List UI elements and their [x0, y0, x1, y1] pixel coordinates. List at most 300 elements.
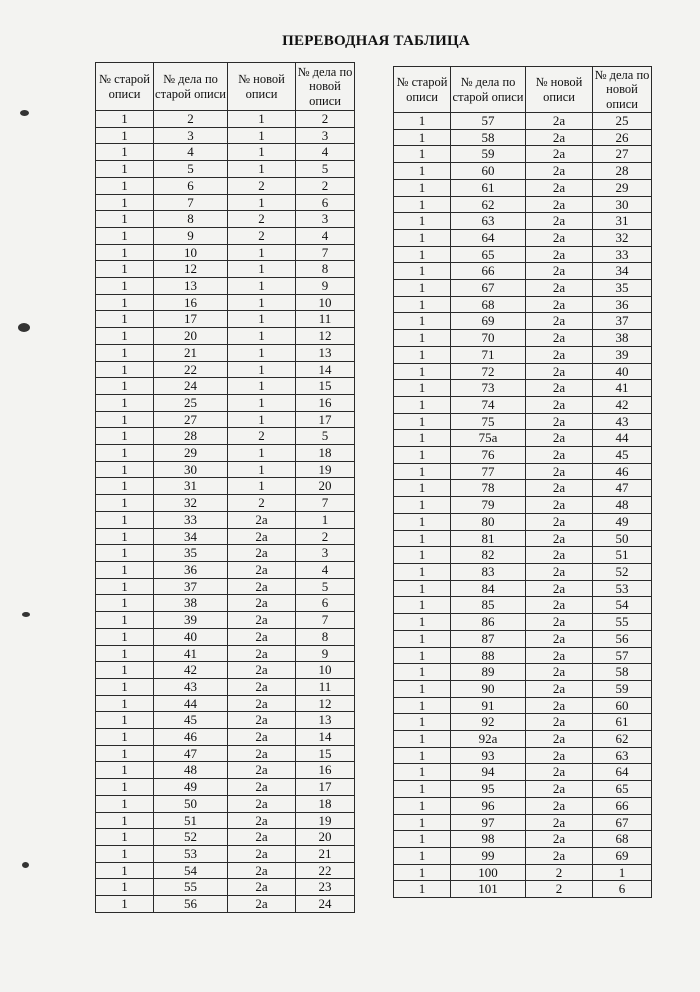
table-cell: 1	[96, 378, 154, 395]
table-row	[96, 561, 355, 578]
table-row	[394, 430, 652, 447]
table-cell: 2а	[526, 396, 593, 413]
table-cell: 1	[96, 311, 154, 328]
table-cell: 2а	[526, 179, 593, 196]
table-cell: 2а	[228, 762, 296, 779]
table-cell: 1	[394, 179, 451, 196]
table-cell: 5	[296, 578, 355, 595]
table-row	[394, 680, 652, 697]
table-cell: 19	[296, 461, 355, 478]
table-cell: 23	[296, 879, 355, 896]
table-cell: 2а	[526, 313, 593, 330]
table-cell: 60	[451, 163, 526, 180]
table-row	[96, 511, 355, 528]
table-cell: 1	[96, 344, 154, 361]
table-cell: 47	[154, 745, 228, 762]
table-row	[96, 311, 355, 328]
table-row	[394, 797, 652, 814]
table-cell: 1	[96, 294, 154, 311]
table-cell: 101	[451, 881, 526, 898]
table-cell: 5	[154, 161, 228, 178]
table-cell: 1	[96, 428, 154, 445]
table-cell: 22	[296, 862, 355, 879]
table-cell: 62	[451, 196, 526, 213]
table-cell: 1	[96, 845, 154, 862]
table-row	[394, 196, 652, 213]
table-row	[394, 213, 652, 230]
table-cell: 85	[451, 597, 526, 614]
table-cell: 1	[394, 396, 451, 413]
table-cell: 24	[296, 896, 355, 913]
table-row	[96, 111, 355, 128]
table-cell: 1	[96, 127, 154, 144]
table-cell: 1	[394, 229, 451, 246]
table-row	[394, 647, 652, 664]
table-cell: 71	[451, 346, 526, 363]
table-cell: 7	[154, 194, 228, 211]
punch-hole-mark	[20, 110, 29, 116]
table-row	[96, 645, 355, 662]
page-title: ПЕРЕВОДНАЯ ТАБЛИЦА	[282, 33, 470, 49]
punch-hole-mark	[22, 862, 29, 868]
table-cell: 1	[96, 762, 154, 779]
table-cell: 16	[296, 394, 355, 411]
table-cell: 25	[154, 394, 228, 411]
table-cell: 67	[451, 280, 526, 297]
table-cell: 92	[451, 714, 526, 731]
table-row	[394, 246, 652, 263]
table-cell: 31	[593, 213, 652, 230]
table-row	[96, 227, 355, 244]
table-cell: 13	[296, 712, 355, 729]
table-row	[394, 463, 652, 480]
table-cell: 67	[593, 814, 652, 831]
table-cell: 1	[394, 447, 451, 464]
table-cell: 12	[154, 261, 228, 278]
table-cell: 1	[96, 729, 154, 746]
table-cell: 1	[394, 346, 451, 363]
table-header-row	[96, 63, 355, 111]
table-cell: 68	[593, 831, 652, 848]
table-row	[96, 495, 355, 512]
table-cell: 1	[228, 127, 296, 144]
table-row	[96, 845, 355, 862]
punch-hole-mark	[22, 612, 30, 617]
table-row	[394, 847, 652, 864]
punch-hole-mark	[18, 323, 30, 332]
table-cell: 58	[451, 129, 526, 146]
table-row	[96, 294, 355, 311]
table-cell: 30	[154, 461, 228, 478]
table-cell: 56	[593, 630, 652, 647]
table-cell: 45	[154, 712, 228, 729]
table-cell: 36	[593, 296, 652, 313]
table-cell: 1	[394, 714, 451, 731]
table-cell: 7	[296, 612, 355, 629]
table-cell: 84	[451, 580, 526, 597]
table-cell: 1	[394, 113, 451, 130]
table-row	[96, 762, 355, 779]
table-row	[394, 831, 652, 848]
table-row	[394, 447, 652, 464]
table-cell: 1	[394, 497, 451, 514]
table-cell: 78	[451, 480, 526, 497]
table-cell: 41	[154, 645, 228, 662]
table-cell: 2а	[526, 480, 593, 497]
table-cell: 1	[96, 177, 154, 194]
table-cell: 54	[593, 597, 652, 614]
table-cell: 36	[154, 561, 228, 578]
table-cell: 2а	[228, 829, 296, 846]
table-cell: 26	[593, 129, 652, 146]
table-cell: 1	[394, 196, 451, 213]
table-cell: 18	[296, 795, 355, 812]
table-cell: 10	[154, 244, 228, 261]
table-cell: 12	[296, 328, 355, 345]
table-cell: 1	[96, 578, 154, 595]
table-cell: 96	[451, 797, 526, 814]
table-cell: 2а	[228, 545, 296, 562]
table-cell: 1	[394, 430, 451, 447]
table-row	[96, 461, 355, 478]
table-cell: 93	[451, 747, 526, 764]
table-cell: 28	[593, 163, 652, 180]
table-cell: 1	[228, 111, 296, 128]
table-cell: 39	[593, 346, 652, 363]
table-cell: 43	[154, 678, 228, 695]
table-cell: 12	[296, 695, 355, 712]
table-cell: 2а	[526, 380, 593, 397]
table-cell: 35	[593, 280, 652, 297]
table-cell: 61	[593, 714, 652, 731]
table-cell: 2а	[228, 862, 296, 879]
table-cell: 1	[593, 864, 652, 881]
table-cell: 1	[296, 511, 355, 528]
table-row	[96, 695, 355, 712]
table-cell: 63	[451, 213, 526, 230]
column-header: № новой описи	[526, 67, 593, 113]
table-cell: 31	[154, 478, 228, 495]
table-cell: 1	[96, 545, 154, 562]
table-cell: 34	[154, 528, 228, 545]
column-header: № старой описи	[96, 63, 154, 111]
table-row	[96, 344, 355, 361]
table-cell: 1	[394, 881, 451, 898]
table-row	[394, 129, 652, 146]
table-cell: 2а	[526, 330, 593, 347]
table-cell: 2а	[228, 612, 296, 629]
table-cell: 32	[593, 229, 652, 246]
table-cell: 46	[593, 463, 652, 480]
table-cell: 11	[296, 678, 355, 695]
table-cell: 1	[394, 380, 451, 397]
table-cell: 2а	[526, 280, 593, 297]
table-cell: 65	[451, 246, 526, 263]
table-cell: 20	[296, 478, 355, 495]
table-row	[394, 563, 652, 580]
table-cell: 29	[154, 445, 228, 462]
table-cell: 1	[228, 394, 296, 411]
table-cell: 1	[394, 246, 451, 263]
table-row	[96, 378, 355, 395]
table-cell: 1	[394, 463, 451, 480]
table-row	[96, 862, 355, 879]
table-cell: 17	[296, 411, 355, 428]
table-cell: 77	[451, 463, 526, 480]
table-row	[394, 163, 652, 180]
table-cell: 13	[296, 344, 355, 361]
table-row	[394, 179, 652, 196]
table-cell: 2а	[228, 528, 296, 545]
table-cell: 32	[154, 495, 228, 512]
table-cell: 65	[593, 781, 652, 798]
table-cell: 30	[593, 196, 652, 213]
table-row	[96, 144, 355, 161]
table-cell: 3	[296, 545, 355, 562]
table-cell: 1	[228, 261, 296, 278]
table-cell: 1	[228, 194, 296, 211]
table-cell: 29	[593, 179, 652, 196]
table-cell: 1	[96, 812, 154, 829]
table-cell: 1	[228, 311, 296, 328]
table-row	[96, 745, 355, 762]
table-cell: 47	[593, 480, 652, 497]
table-cell: 1	[96, 612, 154, 629]
table-cell: 1	[96, 411, 154, 428]
table-cell: 1	[394, 563, 451, 580]
table-row	[394, 330, 652, 347]
table-row	[96, 361, 355, 378]
table-cell: 40	[154, 628, 228, 645]
table-cell: 98	[451, 831, 526, 848]
table-cell: 1	[228, 161, 296, 178]
table-cell: 2а	[228, 712, 296, 729]
conversion-table-left	[95, 62, 355, 913]
table-cell: 33	[593, 246, 652, 263]
column-header: № дела по старой описи	[451, 67, 526, 113]
table-cell: 54	[154, 862, 228, 879]
table-cell: 41	[593, 380, 652, 397]
table-cell: 2а	[526, 580, 593, 597]
table-cell: 2а	[228, 578, 296, 595]
column-header: № дела по новой описи	[296, 63, 355, 111]
table-cell: 73	[451, 380, 526, 397]
table-cell: 1	[96, 795, 154, 812]
table-cell: 2а	[526, 196, 593, 213]
table-row	[96, 177, 355, 194]
table-cell: 2а	[526, 113, 593, 130]
table-row	[96, 595, 355, 612]
table-cell: 2а	[526, 614, 593, 631]
table-cell: 2а	[526, 530, 593, 547]
table-cell: 2а	[526, 797, 593, 814]
table-row	[96, 795, 355, 812]
table-cell: 42	[154, 662, 228, 679]
table-row	[394, 580, 652, 597]
table-row	[96, 261, 355, 278]
table-cell: 2а	[228, 628, 296, 645]
table-cell: 1	[394, 413, 451, 430]
table-cell: 75	[451, 413, 526, 430]
table-cell: 2а	[526, 697, 593, 714]
table-row	[96, 445, 355, 462]
table-row	[96, 896, 355, 913]
table-row	[96, 127, 355, 144]
table-cell: 2а	[228, 678, 296, 695]
table-cell: 48	[154, 762, 228, 779]
table-row	[96, 578, 355, 595]
table-cell: 2	[228, 428, 296, 445]
table-cell: 2а	[526, 430, 593, 447]
table-cell: 62	[593, 731, 652, 748]
table-cell: 1	[228, 378, 296, 395]
table-cell: 90	[451, 680, 526, 697]
table-cell: 4	[154, 144, 228, 161]
table-cell: 37	[154, 578, 228, 595]
table-cell: 1	[96, 495, 154, 512]
table-row	[394, 547, 652, 564]
table-row	[394, 380, 652, 397]
table-cell: 1	[394, 146, 451, 163]
table-cell: 6	[593, 881, 652, 898]
table-cell: 1	[96, 896, 154, 913]
table-cell: 34	[593, 263, 652, 280]
table-cell: 1	[96, 628, 154, 645]
table-cell: 1	[394, 831, 451, 848]
table-cell: 1	[394, 781, 451, 798]
table-cell: 72	[451, 363, 526, 380]
table-cell: 2а	[526, 714, 593, 731]
table-cell: 8	[154, 211, 228, 228]
table-cell: 1	[228, 361, 296, 378]
table-cell: 4	[296, 227, 355, 244]
table-cell: 2а	[526, 497, 593, 514]
table-cell: 2	[228, 495, 296, 512]
table-cell: 80	[451, 513, 526, 530]
table-cell: 75а	[451, 430, 526, 447]
table-cell: 1	[96, 261, 154, 278]
table-cell: 1	[228, 445, 296, 462]
table-cell: 68	[451, 296, 526, 313]
table-cell: 16	[296, 762, 355, 779]
table-row	[96, 161, 355, 178]
table-cell: 2а	[526, 447, 593, 464]
table-row	[394, 747, 652, 764]
table-cell: 1	[228, 411, 296, 428]
table-row	[394, 346, 652, 363]
table-cell: 1	[394, 263, 451, 280]
table-cell: 42	[593, 396, 652, 413]
table-cell: 9	[154, 227, 228, 244]
table-cell: 1	[96, 394, 154, 411]
table-cell: 10	[296, 662, 355, 679]
table-row	[96, 211, 355, 228]
table-cell: 2а	[228, 561, 296, 578]
table-row	[394, 781, 652, 798]
table-row	[96, 712, 355, 729]
table-cell: 38	[154, 595, 228, 612]
table-row	[394, 731, 652, 748]
table-row	[394, 630, 652, 647]
table-cell: 1	[228, 461, 296, 478]
table-cell: 52	[154, 829, 228, 846]
table-cell: 1	[96, 211, 154, 228]
table-cell: 2а	[526, 831, 593, 848]
table-cell: 44	[593, 430, 652, 447]
table-cell: 2а	[228, 511, 296, 528]
table-cell: 17	[296, 779, 355, 796]
table-row	[394, 263, 652, 280]
table-cell: 1	[394, 797, 451, 814]
table-cell: 6	[296, 595, 355, 612]
table-row	[394, 280, 652, 297]
table-cell: 1	[96, 745, 154, 762]
table-cell: 18	[296, 445, 355, 462]
table-cell: 22	[154, 361, 228, 378]
table-row	[394, 764, 652, 781]
table-row	[394, 146, 652, 163]
table-cell: 2	[296, 528, 355, 545]
table-cell: 2а	[228, 645, 296, 662]
table-row	[96, 829, 355, 846]
table-cell: 76	[451, 447, 526, 464]
table-cell: 100	[451, 864, 526, 881]
table-cell: 1	[96, 695, 154, 712]
table-cell: 2а	[228, 845, 296, 862]
table-row	[96, 628, 355, 645]
table-cell: 2а	[526, 630, 593, 647]
table-cell: 2а	[228, 729, 296, 746]
table-cell: 33	[154, 511, 228, 528]
table-cell: 1	[394, 280, 451, 297]
table-cell: 2	[228, 211, 296, 228]
table-cell: 99	[451, 847, 526, 864]
table-cell: 1	[96, 244, 154, 261]
table-cell: 51	[593, 547, 652, 564]
table-cell: 2а	[526, 229, 593, 246]
table-row	[394, 396, 652, 413]
table-cell: 10	[296, 294, 355, 311]
table-cell: 44	[154, 695, 228, 712]
table-cell: 2а	[526, 764, 593, 781]
column-header: № дела по старой описи	[154, 63, 228, 111]
table-cell: 1	[394, 363, 451, 380]
table-cell: 48	[593, 497, 652, 514]
table-cell: 1	[394, 680, 451, 697]
conversion-table-right	[393, 66, 652, 898]
table-cell: 50	[154, 795, 228, 812]
table-row	[394, 229, 652, 246]
table-cell: 9	[296, 278, 355, 295]
table-cell: 46	[154, 729, 228, 746]
table-cell: 2а	[526, 647, 593, 664]
table-cell: 87	[451, 630, 526, 647]
table-cell: 35	[154, 545, 228, 562]
table-cell: 1	[394, 731, 451, 748]
table-row	[96, 278, 355, 295]
table-cell: 24	[154, 378, 228, 395]
table-cell: 1	[96, 528, 154, 545]
table-cell: 55	[593, 614, 652, 631]
table-cell: 1	[394, 163, 451, 180]
table-cell: 38	[593, 330, 652, 347]
table-cell: 3	[296, 211, 355, 228]
table-cell: 59	[451, 146, 526, 163]
table-cell: 21	[296, 845, 355, 862]
table-row	[394, 814, 652, 831]
table-cell: 1	[394, 547, 451, 564]
table-cell: 2а	[526, 263, 593, 280]
